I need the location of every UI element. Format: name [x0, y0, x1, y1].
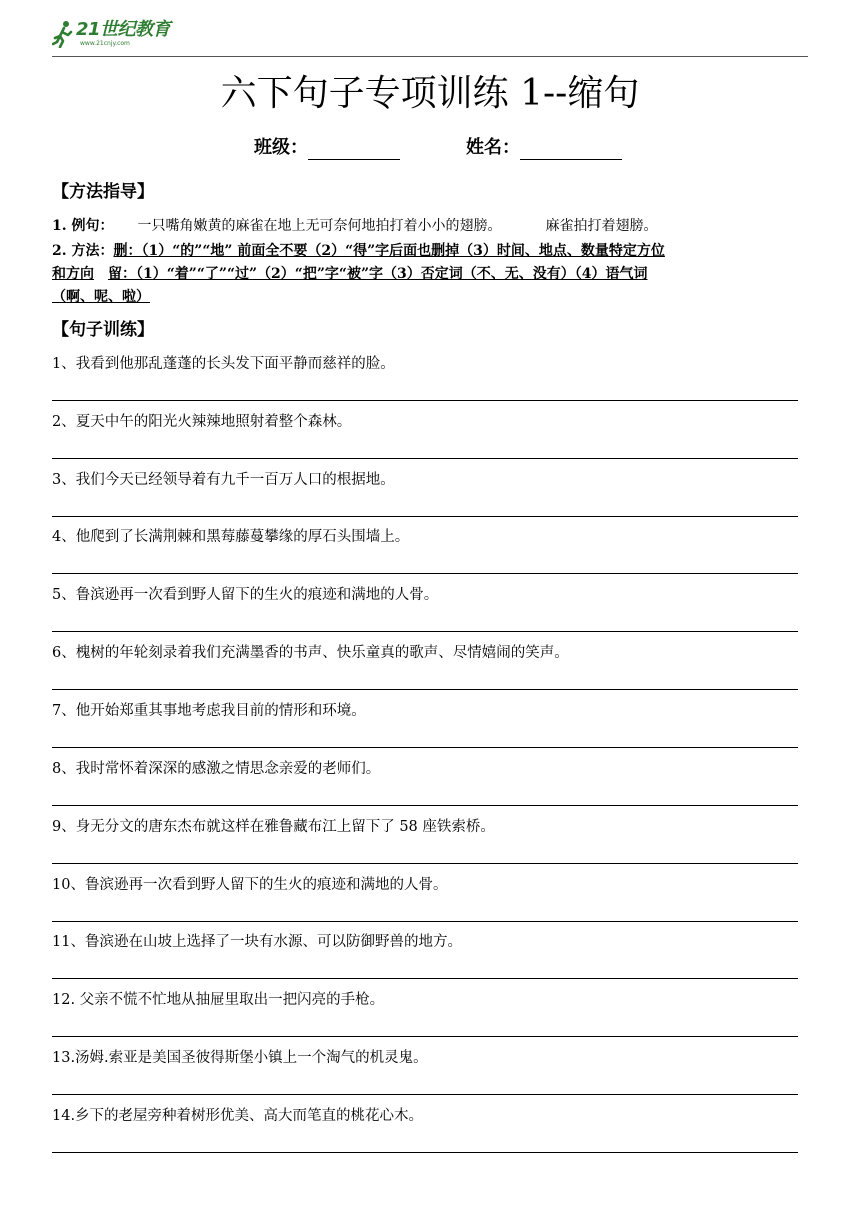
answer-line[interactable]	[52, 921, 798, 922]
example-result: 麻雀拍打着翅膀。	[545, 218, 658, 234]
answer-line[interactable]	[52, 1152, 798, 1153]
question-item: 9、身无分文的唐东杰布就这样在雅鲁藏布江上留下了 58 座铁索桥。	[52, 819, 495, 835]
page-header	[52, 18, 808, 58]
question-item: 4、他爬到了长满荆棘和黑莓藤蔓攀缘的厚石头围墙上。	[52, 529, 410, 545]
question-item: 3、我们今天已经领导着有九千一百万人口的根据地。	[52, 472, 395, 488]
name-label: 姓名：	[466, 137, 520, 158]
method-direction: 和方向	[52, 266, 94, 282]
question-item: 13.汤姆.索亚是美国圣彼得斯堡小镇上一个淘气的机灵鬼。	[52, 1050, 428, 1066]
answer-line[interactable]	[52, 400, 798, 401]
method-label: 2. 方法：	[52, 243, 114, 259]
method-modal-particles: （啊、呢、啦）	[52, 289, 150, 305]
answer-line[interactable]	[52, 458, 798, 459]
answer-line[interactable]	[52, 573, 798, 574]
answer-line[interactable]	[52, 978, 798, 979]
question-item: 12. 父亲不慌不忙地从抽屉里取出一把闪亮的手枪。	[52, 992, 385, 1008]
question-item: 7、他开始郑重其事地考虑我目前的情形和环境。	[52, 703, 366, 719]
method-delete-rules: 删：（1）“的”“地” 前面全不要（2）“得”字后面也删掉（3）时间、地点、数量特定方位	[113, 243, 665, 259]
answer-line[interactable]	[52, 747, 798, 748]
answer-line[interactable]	[52, 863, 798, 864]
question-item: 2、夏天中午的阳光火辣辣地照射着整个森林。	[52, 414, 352, 430]
logo-url: www.21cnjy.com	[80, 40, 130, 47]
class-field	[254, 136, 400, 160]
answer-line[interactable]	[52, 516, 798, 517]
class-label: 班级：	[254, 137, 308, 158]
question-item: 8、我时常怀着深深的感激之情思念亲爱的老师们。	[52, 761, 381, 777]
question-item: 1、我看到他那乱蓬蓬的长头发下面平静而慈祥的脸。	[52, 356, 395, 372]
method-heading: 【方法指导】	[52, 182, 154, 202]
logo	[52, 20, 170, 48]
name-field	[466, 136, 622, 160]
question-item: 10、鲁滨逊再一次看到野人留下的生火的痕迹和满地的人骨。	[52, 877, 448, 893]
method-keep-rules: 留：（1）“着”“了”“过”（2）“把”字“被”字（3）否定词（不、无、没有）（4）语气词	[108, 266, 648, 282]
runner-logo-icon	[52, 20, 74, 48]
example-sentence: 一只嘴角嫩黄的麻雀在地上无可奈何地拍打着小小的翅膀。	[137, 218, 502, 234]
example-line	[52, 215, 808, 237]
answer-line[interactable]	[52, 805, 798, 806]
question-item: 5、鲁滨逊再一次看到野人留下的生火的痕迹和满地的人骨。	[52, 587, 439, 603]
method-line-3	[52, 286, 808, 308]
class-blank[interactable]	[308, 139, 400, 160]
question-item: 11、鲁滨逊在山坡上选择了一块有水源、可以防御野兽的地方。	[52, 934, 462, 950]
example-label: 1. 例句：	[52, 218, 114, 234]
method-line-2	[52, 263, 808, 285]
answer-line[interactable]	[52, 689, 798, 690]
method-line-1	[52, 240, 808, 262]
question-item: 14.乡下的老屋旁种着树形优美、高大而笔直的桃花心木。	[52, 1108, 424, 1124]
logo-wordmark: 21世纪教育	[76, 19, 171, 40]
name-blank[interactable]	[520, 139, 622, 160]
header-divider	[52, 56, 808, 57]
answer-line[interactable]	[52, 631, 798, 632]
answer-line[interactable]	[52, 1094, 798, 1095]
training-heading: 【句子训练】	[52, 320, 154, 340]
question-item: 6、槐树的年轮刻录着我们充满墨香的书声、快乐童真的歌声、尽情嬉闹的笑声。	[52, 645, 569, 661]
page-title: 六下句子专项训练 1--缩句	[220, 73, 640, 114]
answer-line[interactable]	[52, 1036, 798, 1037]
